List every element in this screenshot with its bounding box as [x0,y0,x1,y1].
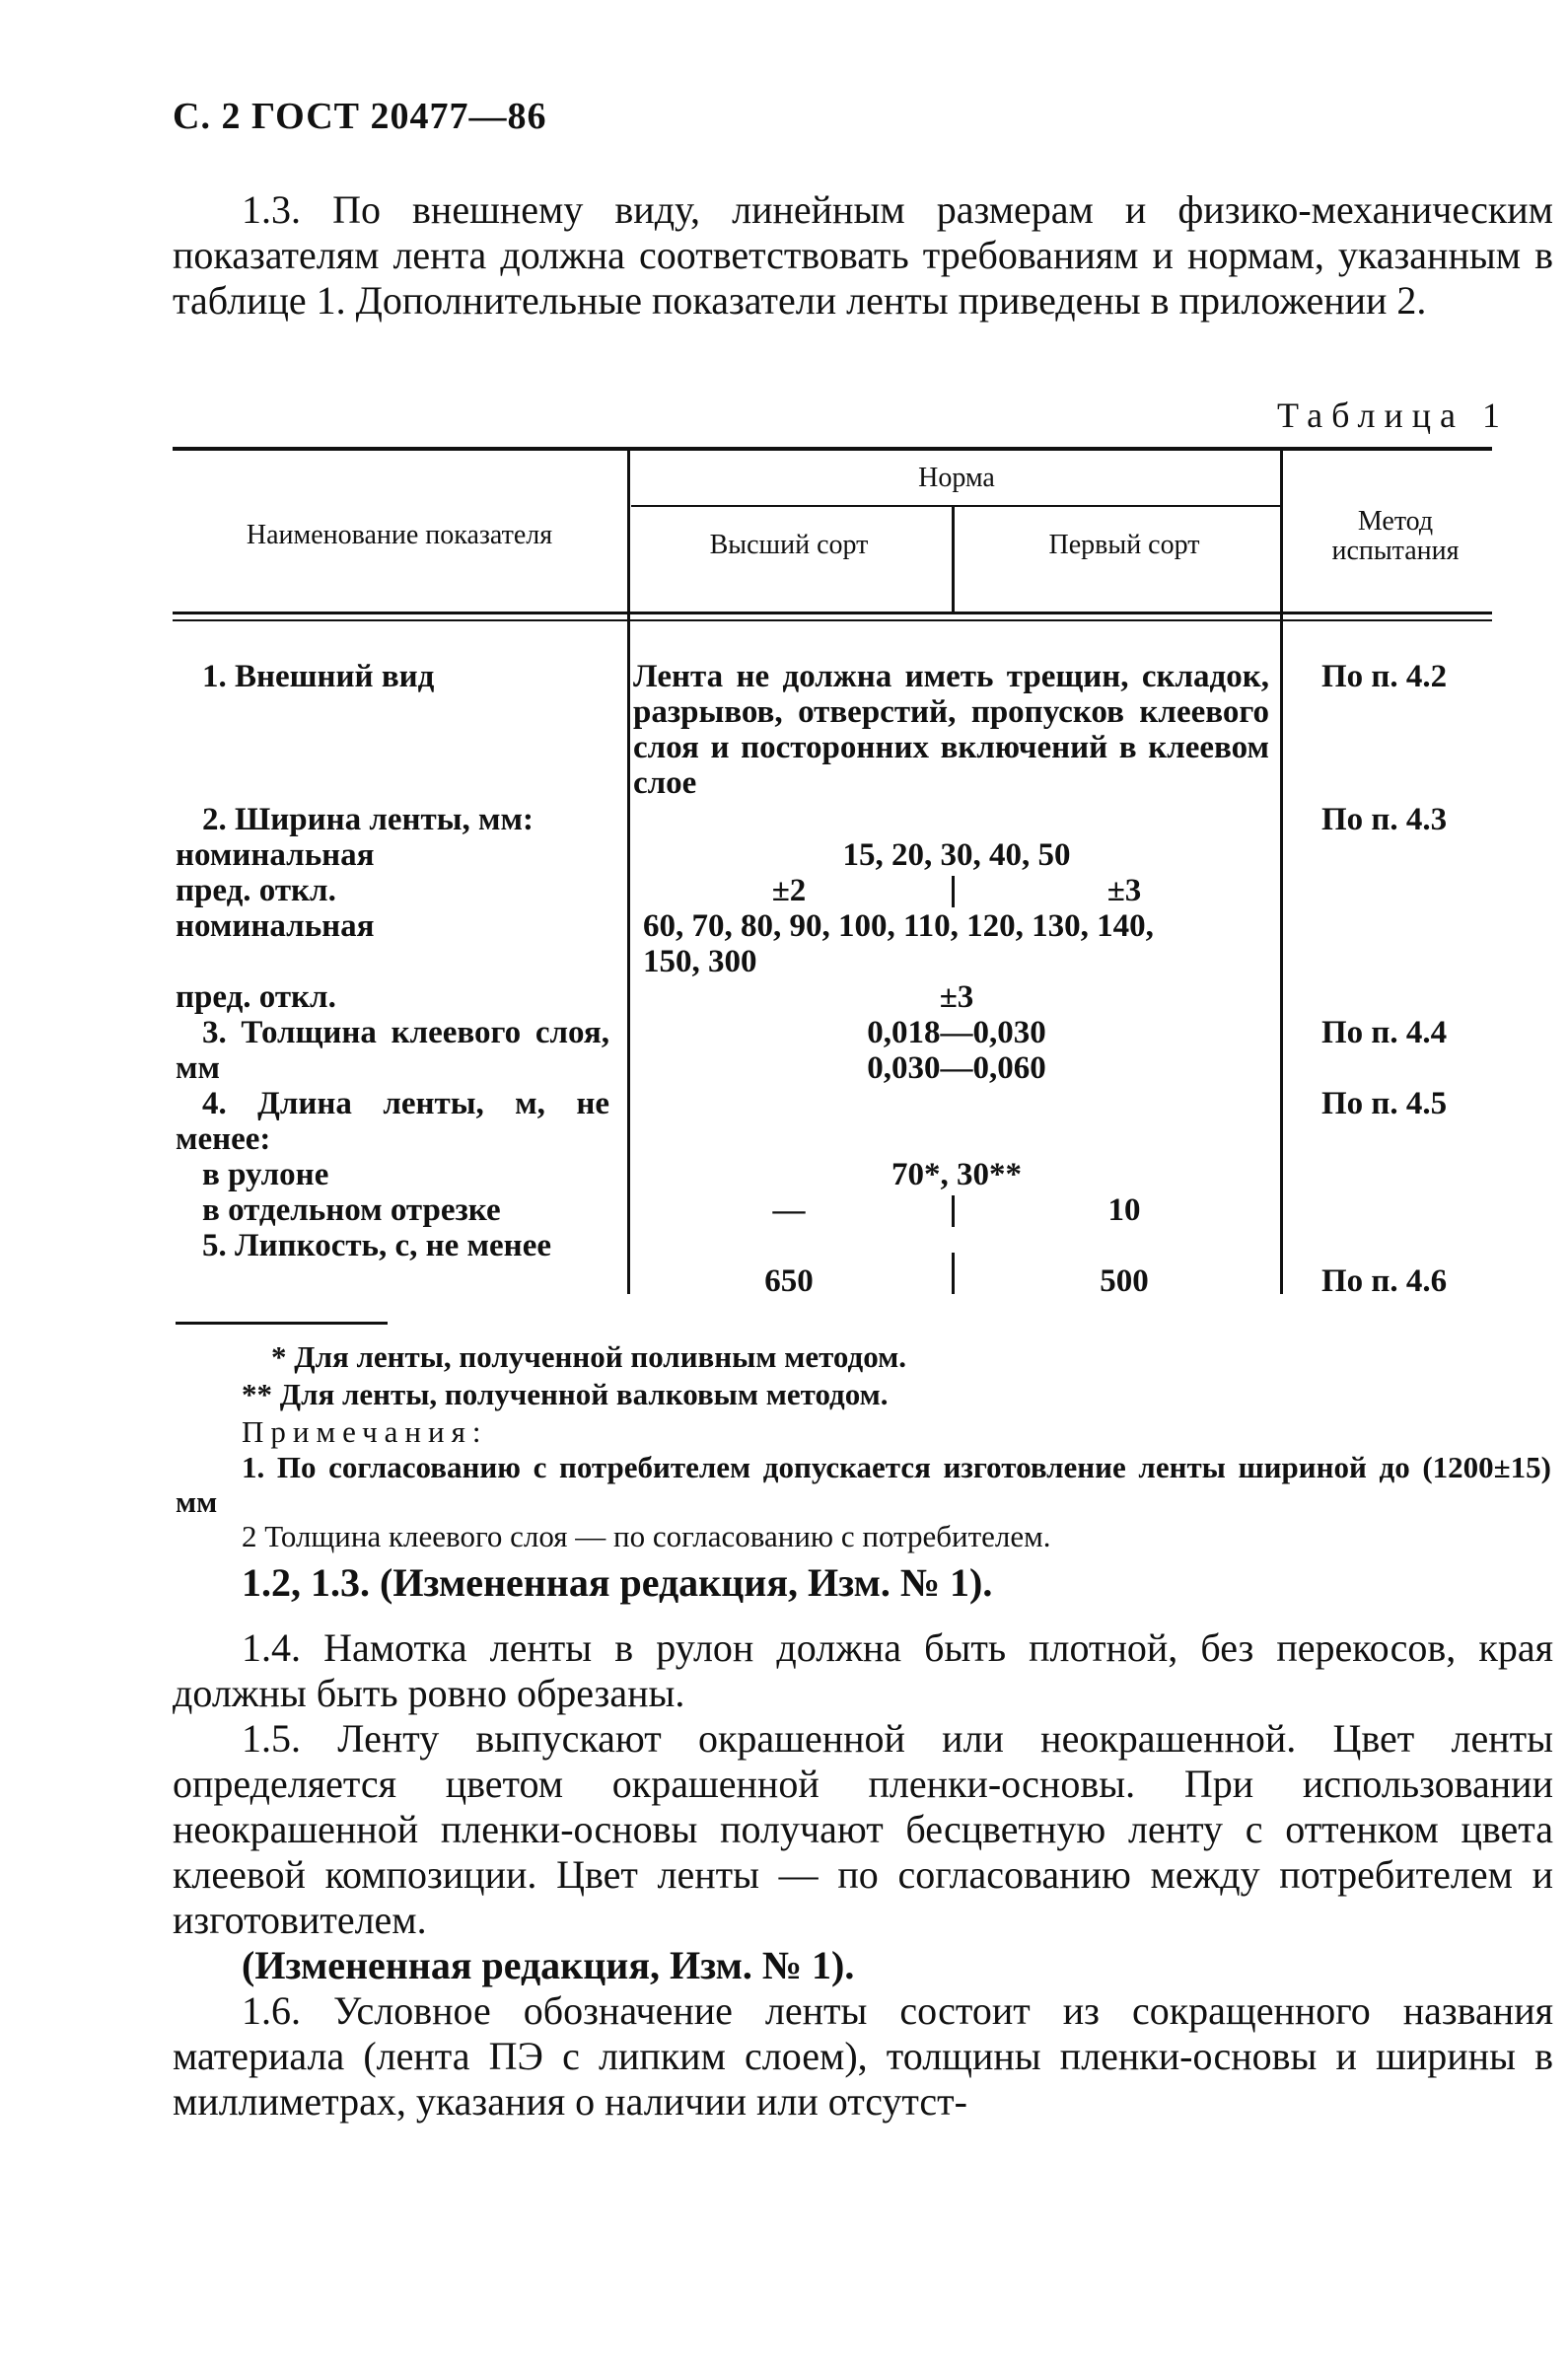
table-header-rule-1 [173,612,1492,614]
row-2-nominal-1: номинальная [176,837,375,873]
paragraph-1-5 [173,1716,1553,1943]
paragraph-1-5-text: 1.5. Ленту выпускают окрашенной или неокрашенной. Цвет ленты определяется цветом окрашенной пленки-основы. При использовании неокрашенной пленки-основы получают бесцветную ленту с оттенком цвета клеевой композиции. Цвет ленты — по согласованию между потребителем и изготовителем. [173,1716,1553,1942]
row-5-name: 5. Липкость, с, не менее [202,1228,551,1263]
row-4-piece-first: 10 [1107,1192,1141,1228]
header-norm: Норма [918,463,995,493]
row-3-method: По п. 4.4 [1321,1015,1448,1050]
paragraph-1-6-text: 1.6. Условное обозначение ленты состоит из сокращенного названия материала (лента ПЭ с липким слоем), толщины пленки-основы и ширины в миллиметрах, указания о наличии или отсутст- [173,1988,1553,2124]
footnote-rule [176,1322,388,1325]
norm-subheader-rule [631,505,1282,507]
footnote-2: ** Для ленты, полученной валковым методом. [242,1377,889,1411]
notes-title: Примечания: [242,1414,488,1449]
row-4-roll: в рулоне [202,1157,329,1192]
row-3-name: 3. Толщина клеевого слоя, мм [176,1015,609,1086]
row-2-tolerance-1-top: ±2 [771,873,807,908]
table-vline-grades-header [952,507,955,612]
page-header: С. 2 ГОСТ 20477—86 [173,96,547,137]
header-top-grade: Высший сорт [709,530,869,560]
row-2-name: 2. Ширина ленты, мм: [202,802,534,837]
row-2-tolerance-1-first: ±3 [1106,873,1142,908]
note-2: 2 Толщина клеевого слоя — по согласованию с потребителем. [242,1519,1051,1553]
row-4-name: 4. Длина ленты, м, не менее: [176,1086,609,1157]
paragraph-1-6 [173,1988,1553,2125]
amendment-1-5: (Измененная редакция, Изм. № 1). [242,1943,855,1987]
row-4-piece-top: — [772,1192,806,1228]
row-2-nominal-2: номинальная [176,908,375,944]
table-top-rule [173,447,1492,451]
row-4-piece: в отдельном отрезке [202,1192,501,1228]
row-2-method: По п. 4.3 [1321,802,1448,837]
row-5-first: 500 [1100,1263,1149,1299]
paragraph-1-4-text: 1.4. Намотка ленты в рулон должна быть плотной, без перекосов, края должны быть ровно обрезаны. [173,1625,1553,1715]
row-2-divider [952,876,955,907]
note-1: 1. По согласованию с потребителем допускается изготовление ленты шириной до (1200±15) мм [176,1450,1551,1519]
row-2-tolerance-1: пред. откл. [176,873,336,908]
row-3-norm-a: 0,018—0,030 [867,1015,1046,1050]
table-caption: Таблица 1 [1277,396,1509,435]
table-header-rule-2 [173,619,1492,621]
row-2-nominal-2-value: 60, 70, 80, 90, 100, 110, 120, 130, 140, 150, 300 [643,908,1154,979]
row-5-divider [952,1253,955,1294]
paragraph-1-3-text: 1.3. По внешнему виду, линейным размерам и физико-механическим показателям лента должна соответствовать требованиям и нормам, указанным в таблице 1. Дополнительные показатели ленты приведены в приложении 2. [173,187,1553,323]
footnote-1: * Для ленты, полученной поливным методом. [271,1339,906,1374]
paragraph-1-4 [173,1625,1553,1716]
header-method: Метод испытания [1331,506,1460,566]
amendment-1-2-1-3: 1.2, 1.3. (Измененная редакция, Изм. № 1). [242,1560,993,1605]
row-1-name: 1. Внешний вид [202,659,435,694]
paragraph-1-3 [173,187,1553,324]
header-first-grade: Первый сорт [1048,530,1200,560]
row-1-norm: Лента не должна иметь трещин, складок, разрывов, отверстий, пропусков клеевого слоя и посторонних включений в клеевом слое [633,659,1269,801]
row-5-method: По п. 4.6 [1321,1263,1448,1299]
row-4-roll-value: 70*, 30** [891,1157,1022,1192]
row-3-norm-b: 0,030—0,060 [867,1050,1046,1086]
header-name: Наименование показателя [246,520,553,550]
row-4-method: По п. 4.5 [1321,1086,1448,1121]
row-5-top: 650 [764,1263,814,1299]
row-2-tolerance-2-value: ±3 [939,979,974,1015]
row-4-divider [952,1195,955,1227]
row-1-method: По п. 4.2 [1321,659,1448,694]
row-2-tolerance-2: пред. откл. [176,979,336,1015]
table-vline-1 [627,451,630,1294]
row-2-nominal-1-value: 15, 20, 30, 40, 50 [842,837,1071,873]
